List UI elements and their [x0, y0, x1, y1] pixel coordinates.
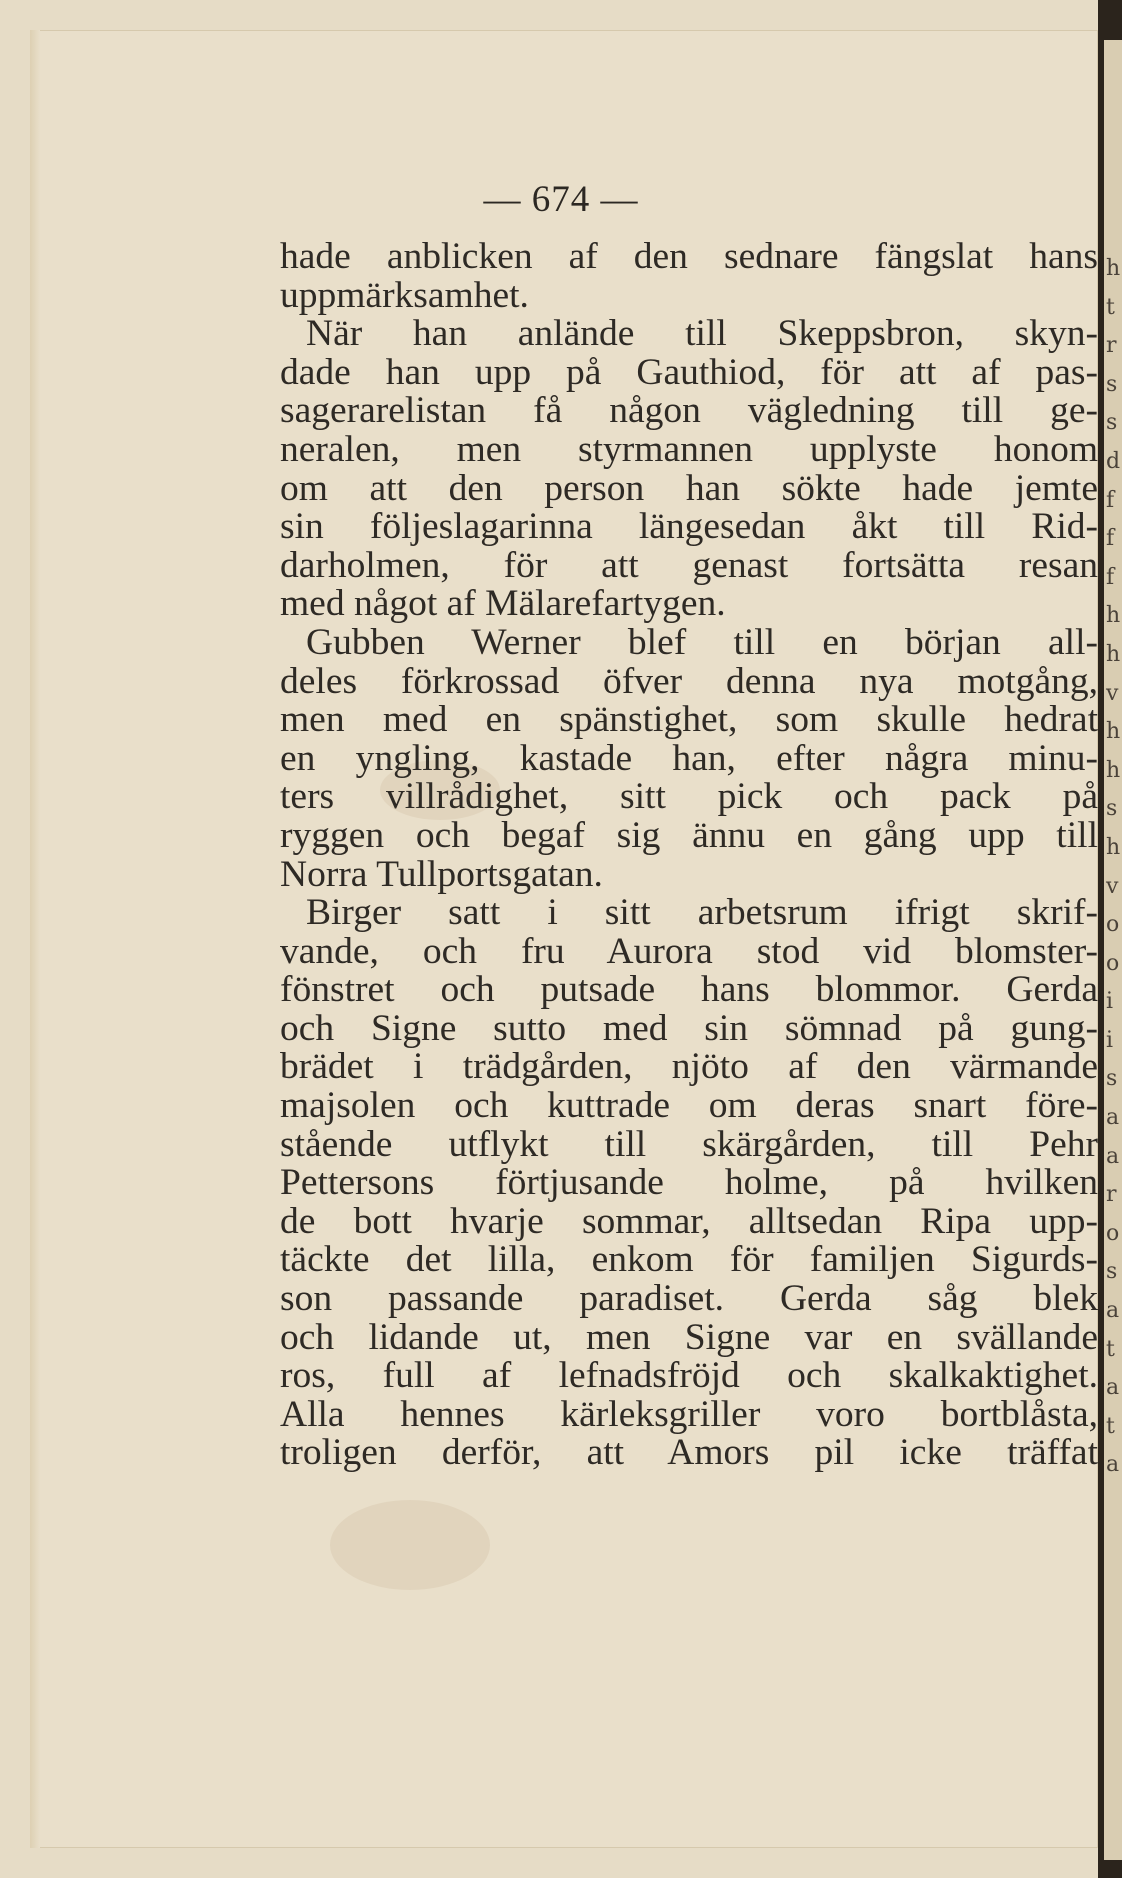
- facing-page-fragment: s: [1106, 796, 1118, 822]
- text-line: ters villrådighet, sitt pick och pack på: [280, 776, 1098, 818]
- facing-page-fragment: t: [1106, 294, 1115, 320]
- text-line: sin följeslagarinna längesedan åkt till Rid-: [280, 506, 1098, 548]
- text-line: de bott hvarje sommar, alltsedan Ripa upp-: [280, 1200, 1098, 1242]
- facing-page-fragment: t: [1106, 1336, 1115, 1362]
- facing-page-fragment: h: [1106, 603, 1121, 629]
- text-line: fönstret och putsade hans blommor. Gerda: [280, 969, 1098, 1011]
- facing-page-fragment: a: [1106, 1452, 1120, 1478]
- text-line: uppmärksamhet.: [280, 274, 529, 316]
- body-text: [280, 238, 1098, 1473]
- facing-page-fragment: s: [1106, 1066, 1118, 1092]
- text-line: Pettersons förtjusande holme, på hvilken: [280, 1162, 1098, 1204]
- text-line: men med en spänstighet, som skulle hedrat: [280, 699, 1098, 741]
- text-line: troligen derför, att Amors pil icke träffat: [280, 1432, 1098, 1473]
- facing-page-fragment: d: [1106, 448, 1121, 474]
- facing-page-fragment: s: [1106, 371, 1118, 397]
- facing-page-fragment: i: [1106, 1027, 1114, 1053]
- facing-page-fragment: o: [1106, 912, 1120, 938]
- text-line: När han anlände till Skeppsbron, skyn-: [306, 313, 1098, 355]
- text-line: och lidande ut, men Signe var en svällande: [280, 1316, 1098, 1358]
- text-line: och Signe sutto med sin sömnad på gung-: [280, 1007, 1098, 1049]
- text-line: sagerarelistan få någon vägledning till ge-: [280, 390, 1098, 432]
- facing-page-fragment: s: [1106, 1259, 1118, 1285]
- facing-page-fragment: t: [1106, 1413, 1115, 1439]
- page-left-edge: [30, 30, 40, 1848]
- text-line: Birger satt i sitt arbetsrum ifrigt skrif-: [306, 892, 1098, 934]
- text-line: neralen, men styrmannen upplyste honom: [280, 428, 1098, 470]
- text-line: stående utflykt till skärgården, till Pehr: [280, 1123, 1098, 1165]
- facing-page-fragment: i: [1106, 989, 1114, 1015]
- text-line: hade anblicken af den sednare fängslat hans: [280, 238, 1098, 277]
- text-line: darholmen, för att genast fortsätta resan: [280, 544, 1098, 586]
- text-line: vande, och fru Aurora stod vid blomster-: [280, 930, 1098, 972]
- facing-page-fragment: f: [1106, 526, 1115, 552]
- facing-page-fragment: h: [1106, 641, 1121, 667]
- facing-page-fragment: f: [1106, 564, 1115, 590]
- text-line: ryggen och begaf sig ännu en gång upp till: [280, 814, 1098, 856]
- text-line: brädet i trädgården, njöto af den värmande: [280, 1046, 1098, 1088]
- facing-page-fragment: h: [1106, 834, 1121, 860]
- facing-page-fragment: a: [1106, 1298, 1120, 1324]
- facing-page-fragment: a: [1106, 1143, 1120, 1169]
- text-line: Norra Tullportsgatan.: [280, 853, 603, 895]
- facing-page-fragment: o: [1106, 950, 1120, 976]
- facing-page-fragment: r: [1106, 333, 1117, 359]
- facing-page-fragment: h: [1106, 719, 1121, 745]
- facing-page-fragment: v: [1106, 680, 1119, 706]
- facing-page-fragment: h: [1106, 757, 1121, 783]
- facing-page-fragment: o: [1106, 1220, 1120, 1246]
- facing-page-fragment: a: [1106, 1105, 1120, 1131]
- paper-stain: [330, 1500, 490, 1590]
- text-line: täckte det lilla, enkom för familjen Sigurds-: [280, 1239, 1098, 1281]
- text-line: dade han upp på Gauthiod, för att af pas-: [280, 351, 1098, 393]
- text-line: deles förkrossad öfver denna nya motgång,: [280, 660, 1098, 702]
- text-line: en yngling, kastade han, efter några minu-: [280, 737, 1098, 779]
- facing-page-fragment: f: [1106, 487, 1115, 513]
- text-line: son passande paradiset. Gerda såg blek: [280, 1278, 1098, 1320]
- facing-page-fragment: v: [1106, 873, 1119, 899]
- facing-page-fragment: h: [1106, 256, 1121, 281]
- facing-page-fragment: r: [1106, 1182, 1117, 1208]
- text-line: Alla hennes kärleksgriller voro bortblåsta,: [280, 1393, 1098, 1435]
- facing-page-fragment: s: [1106, 410, 1118, 436]
- text-line: ros, full af lefnadsfröjd och skalkaktighet.: [280, 1355, 1098, 1397]
- facing-page-edge: [1104, 40, 1122, 1860]
- text-line: Gubben Werner blef till en början all-: [306, 621, 1098, 663]
- text-line: om att den person han sökte hade jemte: [280, 467, 1098, 509]
- text-line: majsolen och kuttrade om deras snart före-: [280, 1085, 1098, 1127]
- facing-page-fragment: a: [1106, 1375, 1120, 1401]
- text-line: med något af Mälarefartygen.: [280, 583, 726, 625]
- running-header: — 674 —: [483, 179, 639, 220]
